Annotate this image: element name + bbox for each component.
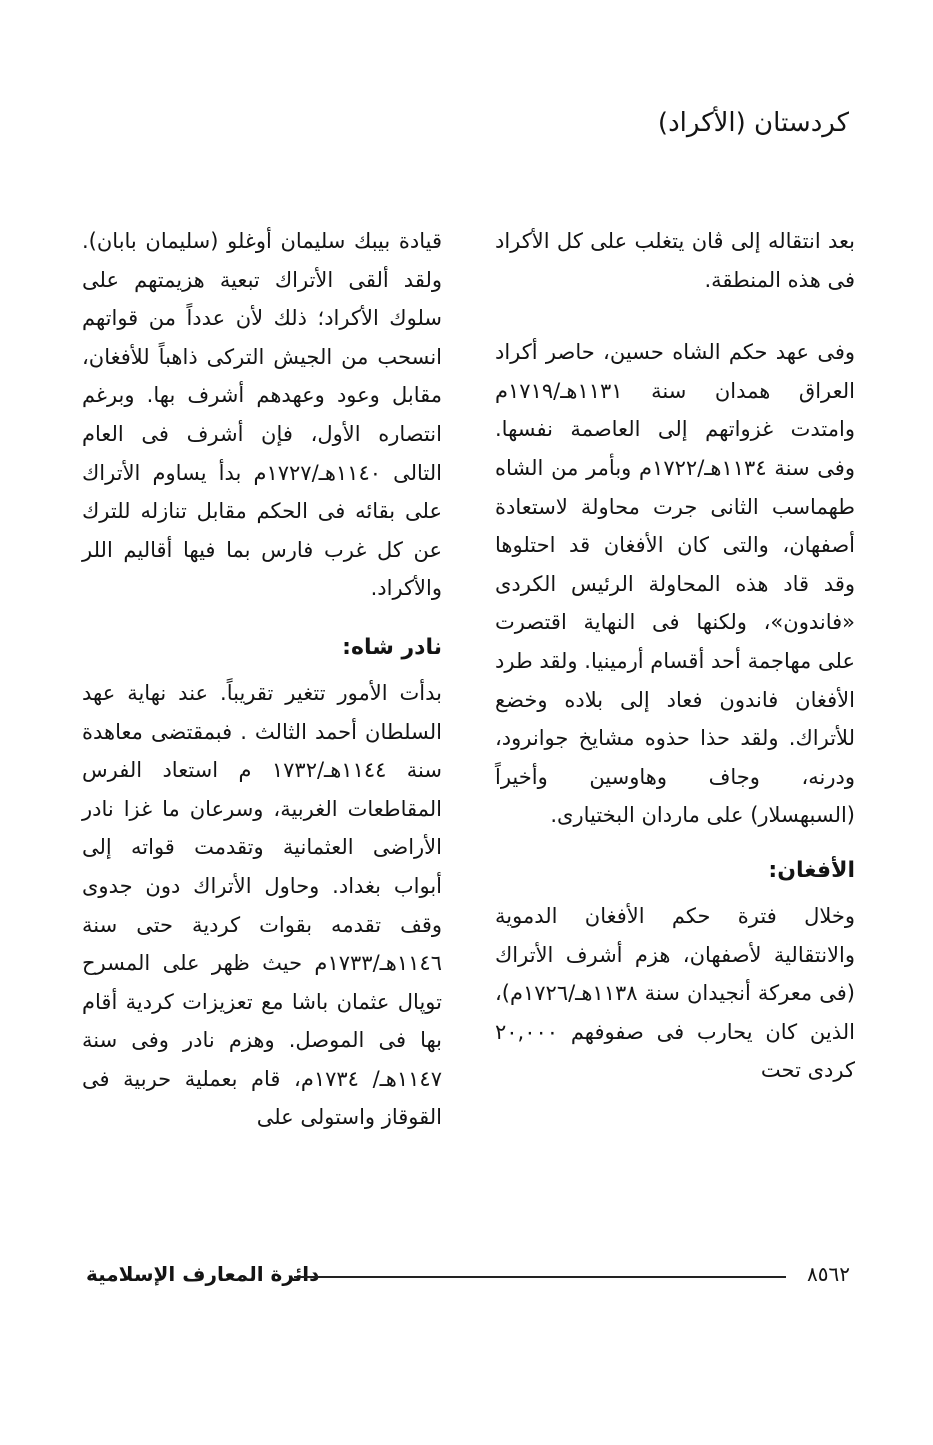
section-heading-afghans: الأفغان: bbox=[768, 857, 855, 883]
footer-title: دائرة المعارف الإسلامية bbox=[86, 1262, 320, 1286]
paragraph: بدأت الأمور تتغير تقريباً. عند نهاية عهد السلطان أحمد الثالث . فبمقتضى معاهدة سنة ١١٤٤هـ/١٧٣٢ م استعاد الفرس المقاطعات الغربية، وسرعان ما غزا نادر الأراضى العثمانية وتقدمت قواته إلى أبواب بغداد. وحاول الأتراك دون جدوى وقف تقدمه بقوات كردية حتى سنة ١١٤٦هـ/١٧٣٣م حيث ظهر على المسرح توپال عثمان باشا مع تعزيزات كردية أقام بها فى الموصل. وهزم نادر وفى سنة ١١٤٧هـ/ ١٧٣٤م، قام بعملية حربية فى القوقاز واستولى على bbox=[82, 680, 442, 1130]
left-column bbox=[82, 222, 442, 1137]
right-column bbox=[495, 222, 855, 1090]
running-head-title: كردستان (الأكراد) bbox=[657, 108, 849, 138]
paragraph: قيادة بيبك سليمان أوغلو (سليمان بابان). ولقد ألقى الأتراك تبعية هزيمتهم على سلوك الأكراد؛ ذلك لأن عدداً من قواتهم انسحب من الجيش التركى ذاهباً للأفغان، مقابل وعود وعهدهم أشرف بها. وبرغم انتصاره الأول، فإن أشرف فى العام التالى ١١٤٠هـ/١٧٢٧م بدأ يساوم الأتراك على بقائه فى الحكم مقابل تنازله للترك عن كل غرب فارس بما فيها أقاليم اللر والأكراد. bbox=[82, 229, 442, 601]
page-footer bbox=[86, 1262, 850, 1292]
paragraph: بعد انتقاله إلى ڤان يتغلب على كل الأكراد فى هذه المنطقة. bbox=[495, 229, 855, 292]
page-number: ٨٥٦٢ bbox=[807, 1262, 850, 1286]
section-heading-nader-shah: نادر شاه: bbox=[342, 634, 442, 660]
paragraph: وفى عهد حكم الشاه حسين، حاصر أكراد العراق همدان سنة ١١٣١هـ/١٧١٩م وامتدت غزواتهم إلى العاصمة نفسها. وفى سنة ١١٣٤هـ/١٧٢٢م وبأمر من الشاه طهماسب الثانى جرت محاولة لاستعادة أصفهان، والتى كان الأفغان قد احتلوها وقد قاد هذه المحاولة الرئيس الكردى «فاندون»، ولكنها فى النهاية اقتصرت على مهاجمة أحد أقسام أرمينيا. ولقد طرد الأفغان فاندون فعاد إلى بلاده وخضع للأتراك. ولقد حذا حذوه مشايخ جوانرود، ودرنه، وجاف وهاوسين وأخيراً (السبهسلار) على ماردان البختيارى. bbox=[495, 340, 855, 828]
footer-rule bbox=[294, 1276, 786, 1278]
paragraph: وخلال فترة حكم الأفغان الدموية والانتقالية لأصفهان، هزم أشرف الأتراك (فى معركة أنجيدان سنة ١١٣٨هـ/١٧٢٦م)، الذين كان يحارب فى صفوفهم ٢٠,٠٠٠ كردى تحت bbox=[495, 903, 855, 1083]
